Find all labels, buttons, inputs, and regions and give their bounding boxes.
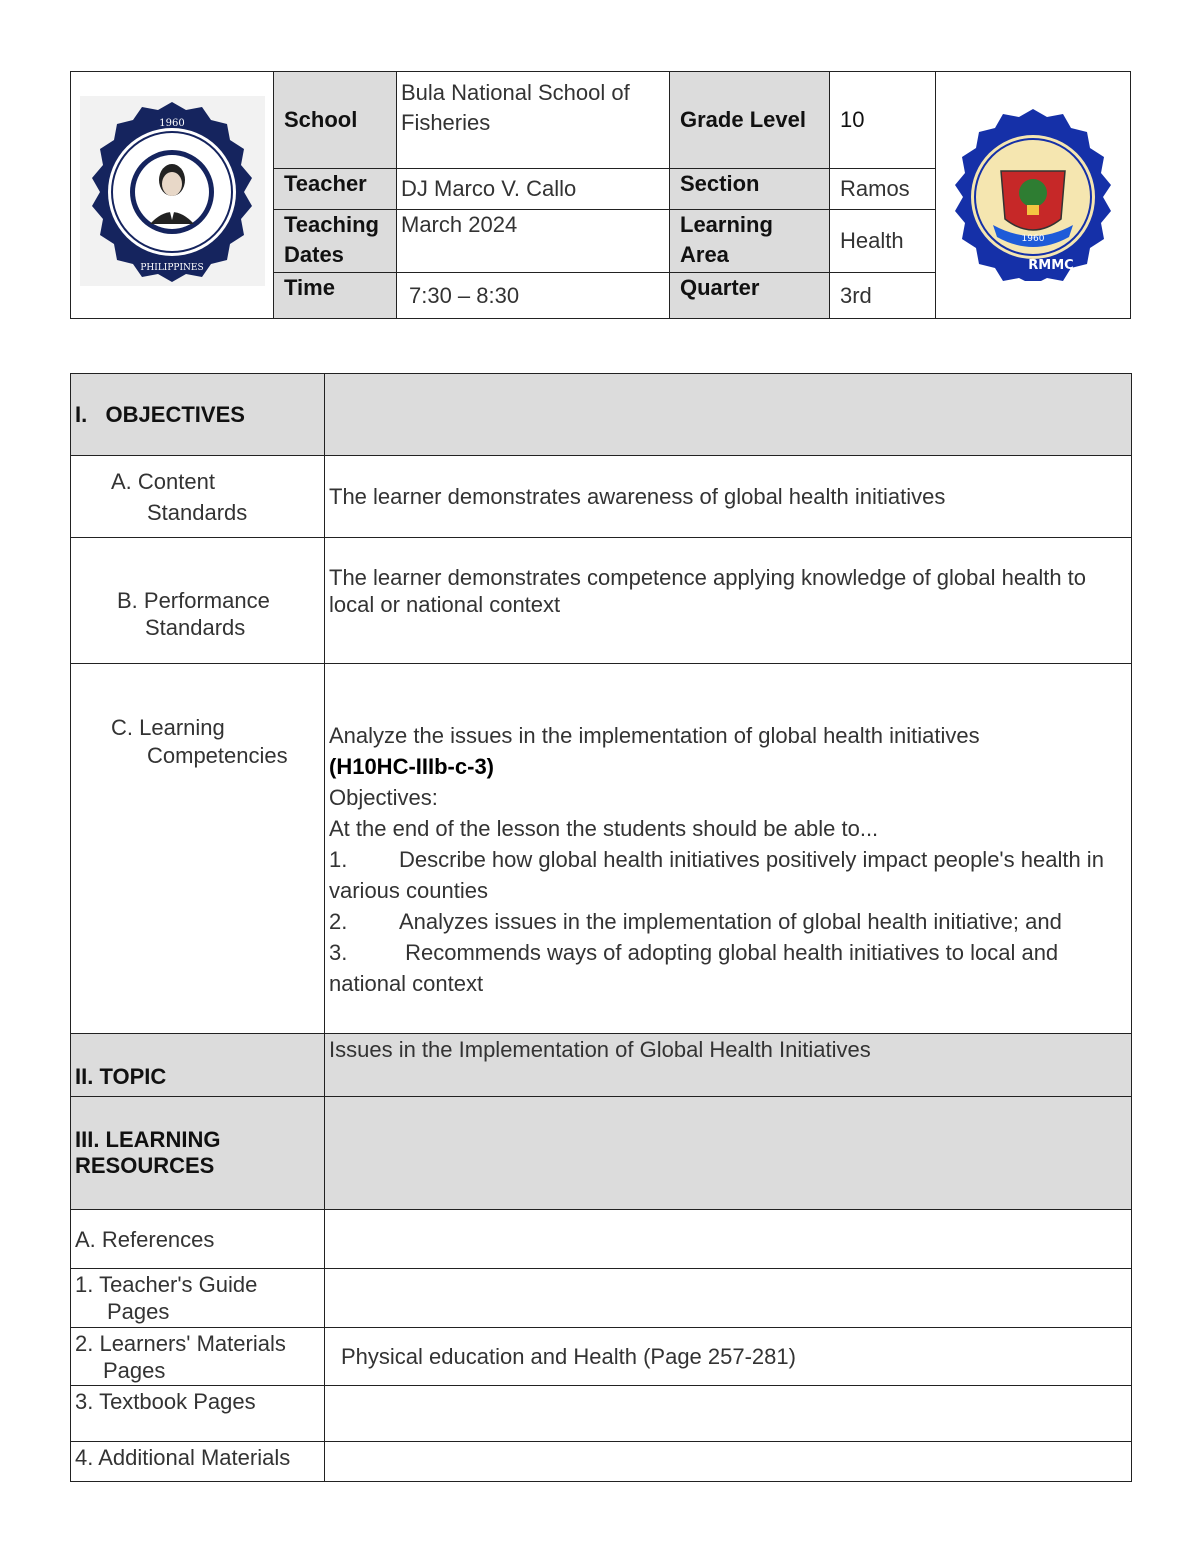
learning-competencies-label-line1: C. Learning	[111, 715, 225, 740]
school-logo	[71, 72, 274, 319]
objective-2-text: Analyzes issues in the implementation of global health initiative; and	[399, 909, 1062, 934]
quarter-value: 3rd	[830, 273, 936, 319]
school-value: Bula National School of Fisheries	[397, 72, 670, 169]
topic-heading: II. TOPIC	[71, 1034, 325, 1097]
teaching-dates-label: Teaching Dates	[274, 210, 397, 273]
teachers-guide-label-line1: 1. Teacher's Guide	[75, 1272, 258, 1297]
learners-materials-value: Physical education and Health (Page 257-281)	[325, 1328, 1132, 1386]
additional-materials-label: 4. Additional Materials	[71, 1442, 325, 1482]
teachers-guide-row	[71, 1269, 1132, 1328]
textbook-pages-row	[71, 1386, 1132, 1442]
objective-1-number: 1.	[329, 847, 348, 872]
learning-resources-heading-line1: III. LEARNING	[75, 1127, 221, 1152]
performance-standards-label-line2: Standards	[145, 614, 246, 640]
left-logo-year-text: 1960	[158, 118, 185, 129]
right-logo-year-text: 1960	[1021, 234, 1045, 244]
objectives-row	[71, 374, 1132, 456]
objective-1-text: Describe how global health initiatives positively impact people's health in various counties	[329, 847, 1104, 903]
objective-item-2	[329, 906, 1127, 937]
topic-value: Issues in the Implementation of Global Health Initiatives	[325, 1034, 1132, 1097]
left-logo-country-text: PHILIPPINES	[139, 263, 204, 273]
references-row	[71, 1210, 1132, 1269]
learners-materials-row	[71, 1328, 1132, 1386]
header-info-table	[70, 71, 1131, 319]
objective-2-number: 2.	[329, 909, 348, 934]
learning-area-value: Health	[830, 210, 936, 273]
objectives-intro: Objectives:	[329, 785, 438, 810]
learners-materials-label	[71, 1328, 325, 1386]
learning-area-label: Learning Area	[670, 210, 830, 273]
learning-resources-empty-cell	[325, 1097, 1132, 1210]
additional-materials-row	[71, 1442, 1132, 1482]
textbook-pages-value	[325, 1386, 1132, 1442]
references-value	[325, 1210, 1132, 1269]
competency-code: (H10HC-IIIb-c-3)	[329, 754, 495, 779]
learning-competencies-label	[71, 664, 325, 1034]
teaching-dates-value: March 2024	[397, 210, 670, 273]
right-logo-abbr-text: RMMC	[1028, 258, 1074, 273]
performance-standards-row	[71, 538, 1132, 664]
objective-item-1	[329, 844, 1127, 906]
textbook-pages-label: 3. Textbook Pages	[71, 1386, 325, 1442]
section-label: Section	[670, 169, 830, 210]
grade-level-value: 10	[830, 72, 936, 169]
objective-3-text: Recommends ways of adopting global health initiatives to local and national context	[329, 940, 1065, 996]
content-standards-row	[71, 456, 1132, 538]
learning-competencies-row	[71, 664, 1132, 1034]
references-label: A. References	[71, 1210, 325, 1269]
time-value: 7:30 – 8:30	[397, 273, 670, 319]
teachers-guide-value	[325, 1269, 1132, 1328]
competency-statement: Analyze the issues in the implementation of global health initiatives	[329, 723, 980, 748]
objectives-heading: I. OBJECTIVES	[71, 374, 325, 456]
content-standards-label	[71, 456, 325, 538]
objectives-empty-cell	[325, 374, 1132, 456]
school-label: School	[274, 72, 397, 169]
content-standards-label-line1: A. Content	[111, 468, 215, 494]
learners-materials-label-line2: Pages	[103, 1357, 166, 1383]
content-standards-value: The learner demonstrates awareness of global health initiatives	[325, 456, 1132, 538]
topic-row	[71, 1034, 1132, 1097]
learning-competencies-value	[325, 664, 1132, 1034]
content-standards-label-line2: Standards	[147, 499, 248, 525]
performance-standards-label-line1: B. Performance	[117, 587, 270, 613]
teachers-guide-label-line2: Pages	[107, 1299, 170, 1324]
teacher-education-seal-icon	[943, 101, 1123, 281]
teacher-label: Teacher	[274, 169, 397, 210]
teacher-value: DJ Marco V. Callo	[397, 169, 670, 210]
quarter-label: Quarter	[670, 273, 830, 319]
rmmc-seal-icon	[80, 96, 265, 286]
learning-resources-heading	[71, 1097, 325, 1210]
lesson-plan-table	[70, 373, 1132, 1482]
learning-competencies-label-line2: Competencies	[147, 743, 288, 768]
teachers-guide-label	[71, 1269, 325, 1328]
learning-resources-row	[71, 1097, 1132, 1210]
objective-item-3	[329, 937, 1127, 999]
performance-standards-value: The learner demonstrates competence applying knowledge of global health to local or national context	[325, 538, 1132, 664]
grade-level-label: Grade Level	[670, 72, 830, 169]
objectives-lead: At the end of the lesson the students should be able to...	[329, 816, 879, 841]
learners-materials-label-line1: 2. Learners' Materials	[75, 1330, 286, 1356]
section-value: Ramos	[830, 169, 936, 210]
learning-resources-heading-line2: RESOURCES	[75, 1153, 215, 1178]
objective-3-number: 3.	[329, 940, 348, 965]
program-logo	[936, 72, 1131, 319]
performance-standards-label	[71, 538, 325, 664]
time-label: Time	[274, 273, 397, 319]
additional-materials-value	[325, 1442, 1132, 1482]
